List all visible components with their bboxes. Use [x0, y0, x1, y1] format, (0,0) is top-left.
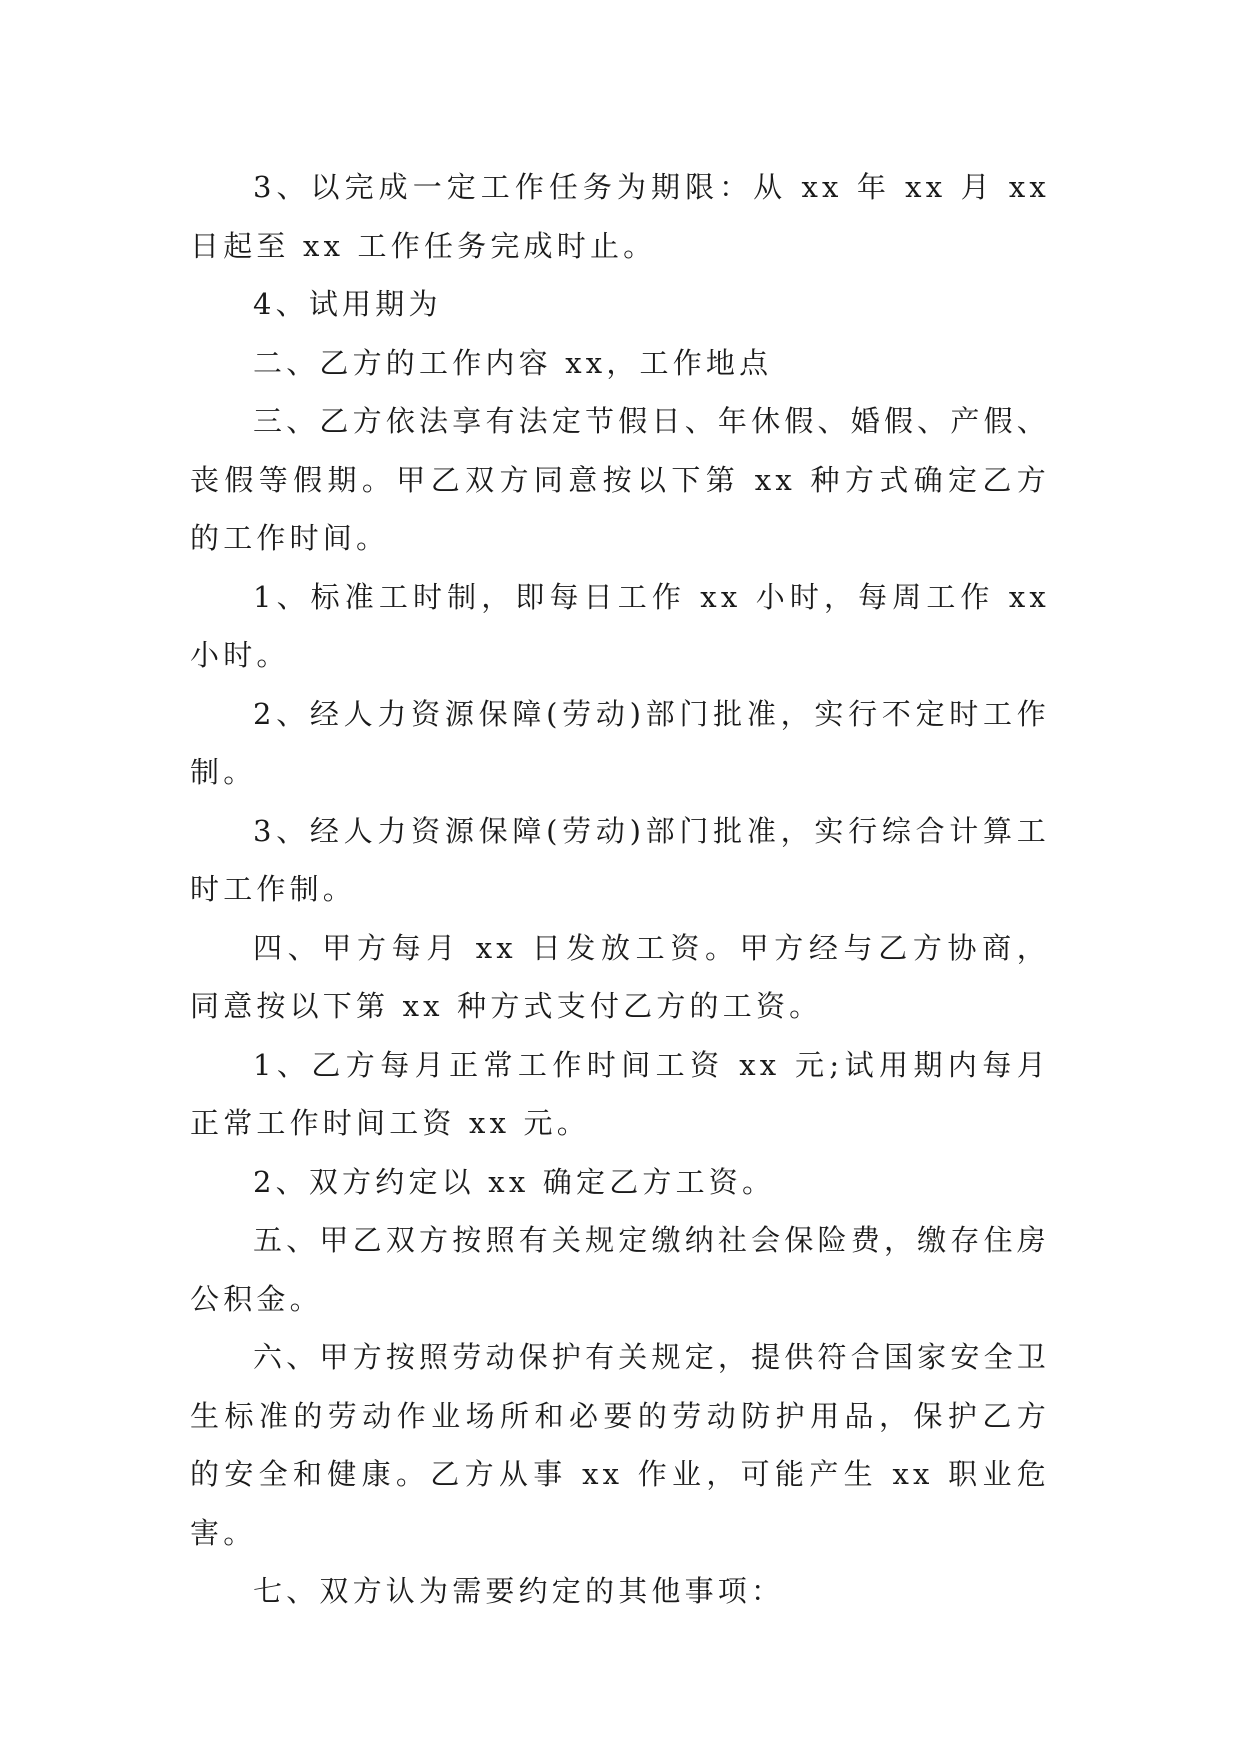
- paragraph-social-insurance: 五、甲乙双方按照有关规定缴纳社会保险费，缴存住房公积金。: [190, 1223, 1050, 1316]
- paragraph-flexible-hours: 2、经人力资源保障(劳动)部门批准，实行不定时工作制。: [190, 696, 1050, 789]
- paragraph-term-task: 3、以完成一定工作任务为期限：从 xx 年 xx 月 xx 日起至 xx 工作任务完成时止。: [190, 170, 1050, 263]
- paragraph-labor-protection: 六、甲方按照劳动保护有关规定，提供符合国家安全卫生标准的劳动作业场所和必要的劳动防护用品，保护乙方的安全和健康。乙方从事 xx 作业，可能产生 xx 职业危害。: [190, 1340, 1050, 1550]
- paragraph-agreed-wage: 2、双方约定以 xx 确定乙方工资。: [253, 1164, 776, 1199]
- paragraph-probation: 4、试用期为: [253, 287, 442, 321]
- paragraph-standard-hours: 1、标准工时制，即每日工作 xx 小时，每周工作 xx 小时。: [190, 579, 1050, 672]
- paragraph-work-content: 二、乙方的工作内容 xx，工作地点: [253, 345, 773, 380]
- paragraph-holidays: 三、乙方依法享有法定节假日、年休假、婚假、产假、丧假等假期。甲乙双方同意按以下第 xx 种方式确定乙方的工作时间。: [190, 404, 1050, 555]
- paragraph-wage-payment: 四、甲方每月 xx 日发放工资。甲方经与乙方协商，同意按以下第 xx 种方式支付乙方的工资。: [190, 930, 1050, 1023]
- paragraph-monthly-wage: 1、乙方每月正常工作时间工资 xx 元;试用期内每月正常工作时间工资 xx 元。: [190, 1047, 1050, 1140]
- paragraph-other-matters: 七、双方认为需要约定的其他事项：: [253, 1574, 785, 1608]
- document-body: [190, 158, 1050, 1621]
- paragraph-comprehensive-hours: 3、经人力资源保障(劳动)部门批准，实行综合计算工时工作制。: [190, 813, 1050, 906]
